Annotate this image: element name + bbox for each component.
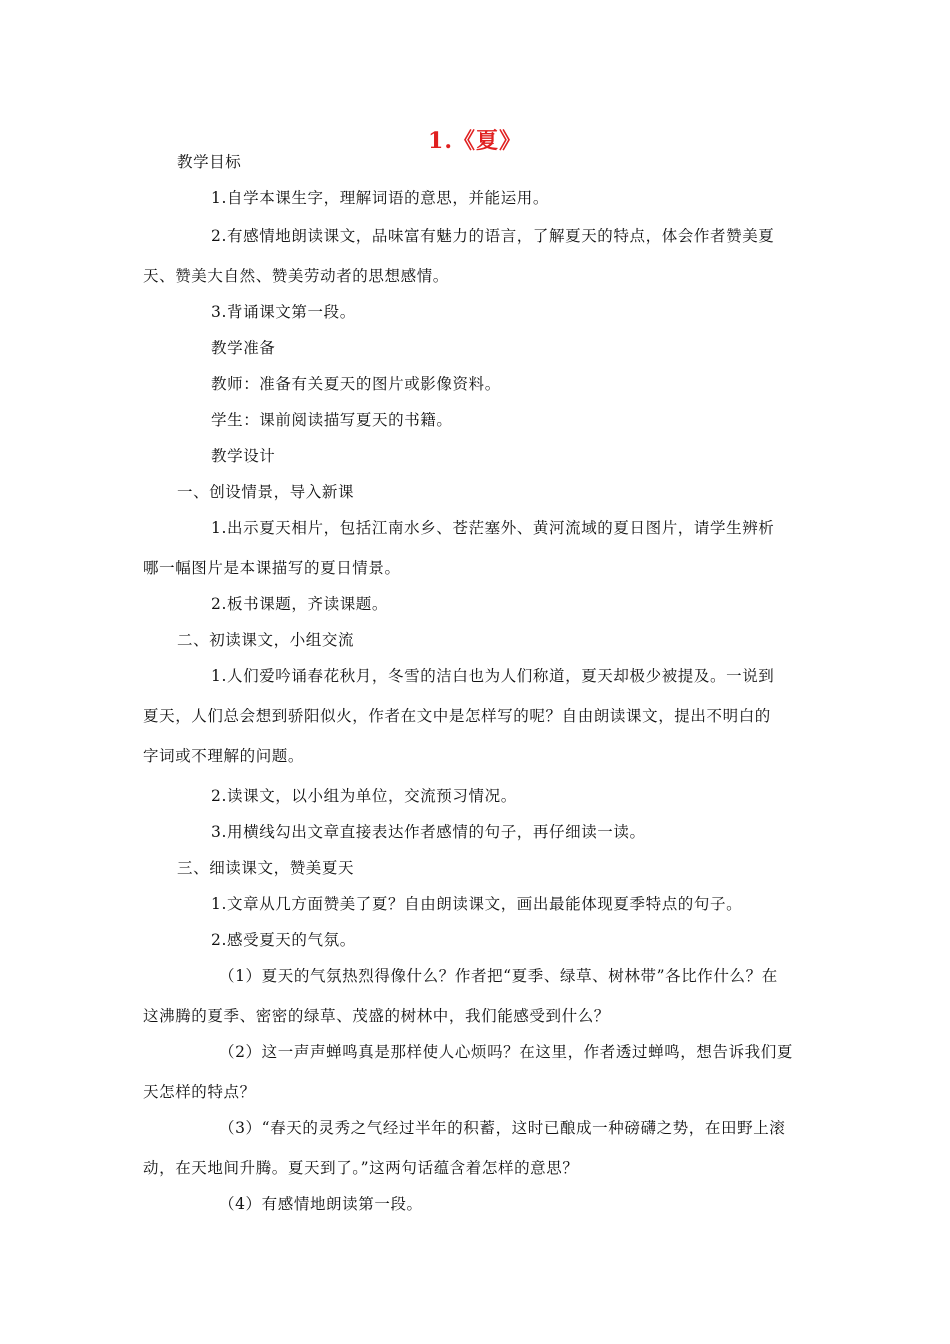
paragraph-line: 教师：准备有关夏天的图片或影像资料。 [211,375,501,393]
paragraph-line: 1.出示夏天相片，包括江南水乡、苍茫塞外、黄河流域的夏日图片，请学生辨析 [211,519,775,537]
paragraph-line: 1.文章从几方面赞美了夏？自由朗读课文，画出最能体现夏季特点的句子。 [211,895,743,913]
document-title: 1.《夏》 [428,128,522,154]
section-heading: 教学设计 [211,447,276,465]
paragraph-line: 夏天，人们总会想到骄阳似火，作者在文中是怎样写的呢？自由朗读课文，提出不明白的 [143,707,771,725]
section-heading: 教学准备 [211,339,276,357]
section-heading: 三、细读课文，赞美夏天 [177,859,355,877]
paragraph-line: 学生：课前阅读描写夏天的书籍。 [211,411,453,429]
paragraph-line: 3.用横线勾出文章直接表达作者感情的句子，再仔细读一读。 [211,823,646,841]
paragraph-line: （1）夏天的气氛热烈得像什么？作者把“夏季、绿草、树林带”各比作什么？在 [219,967,778,985]
paragraph-line: （2）这一声声蝉鸣真是那样使人心烦吗？在这里，作者透过蝉鸣，想告诉我们夏 [219,1043,793,1061]
paragraph-line: 2.读课文，以小组为单位，交流预习情况。 [211,787,517,805]
paragraph-line: 1.自学本课生字，理解词语的意思，并能运用。 [211,189,549,207]
paragraph-line: 2.板书课题，齐读课题。 [211,595,388,613]
paragraph-line: 1.人们爱吟诵春花秋月，冬雪的洁白也为人们称道，夏天却极少被提及。一说到 [211,667,775,685]
section-heading: 一、创设情景，导入新课 [177,483,355,501]
section-heading: 二、初读课文，小组交流 [177,631,355,649]
paragraph-line: 天、赞美大自然、赞美劳动者的思想感情。 [143,267,449,285]
paragraph-line: 动，在天地间升腾。夏天到了。”这两句话蕴含着怎样的意思？ [143,1159,579,1177]
paragraph-line: 天怎样的特点？ [143,1083,256,1101]
paragraph-line: 这沸腾的夏季、密密的绿草、茂盛的树林中，我们能感受到什么？ [143,1007,610,1025]
paragraph-line: 2.有感情地朗读课文，品味富有魅力的语言，了解夏天的特点，体会作者赞美夏 [211,227,775,245]
paragraph-line: 2.感受夏天的气氛。 [211,931,356,949]
paragraph-line: 3.背诵课文第一段。 [211,303,356,321]
paragraph-line: 字词或不理解的问题。 [143,747,305,765]
paragraph-line: （3）“春天的灵秀之气经过半年的积蓄，这时已酿成一种磅礴之势，在田野上滚 [219,1119,786,1137]
section-heading: 教学目标 [177,153,242,171]
paragraph-line: （4）有感情地朗读第一段。 [219,1195,423,1213]
paragraph-line: 哪一幅图片是本课描写的夏日情景。 [143,559,401,577]
